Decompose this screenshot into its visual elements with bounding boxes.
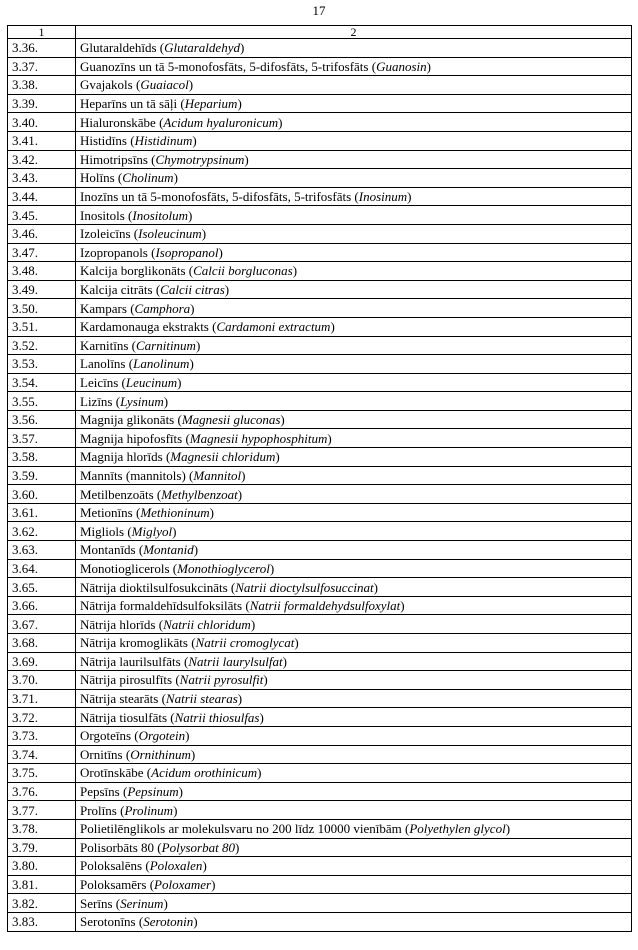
table-row	[8, 875, 632, 894]
table-row	[8, 745, 632, 764]
substance-name: Heparīns un tā sāļi	[80, 96, 178, 112]
table-row	[8, 912, 632, 931]
latin-name: Pepsinum	[127, 784, 179, 800]
table-row	[8, 57, 632, 76]
substance-cell: Metilbenzoāts (Methylbenzoat)	[76, 485, 632, 504]
substance-cell: Heparīns un tā sāļi (Heparium)	[76, 94, 632, 113]
substance-name: Lizīns	[80, 393, 113, 409]
substance-cell: Nātrija tiosulfāts (Natrii thiosulfas)	[76, 708, 632, 727]
latin-name: Cholinum	[122, 170, 174, 186]
substance-cell: Hialuronskābe (Acidum hyaluronicum)	[76, 113, 632, 132]
row-number: 3.40.	[8, 113, 76, 132]
row-number: 3.52.	[8, 336, 76, 355]
latin-name: Poloxalen	[149, 858, 203, 874]
table-row	[8, 280, 632, 299]
substance-cell: Ornitīns (Ornithinum)	[76, 745, 632, 764]
latin-name: Leucinum	[125, 374, 178, 390]
row-number: 3.61.	[8, 503, 76, 522]
latin-name: Isoleucinum	[138, 226, 202, 242]
row-number: 3.83.	[8, 912, 76, 931]
row-number: 3.65.	[8, 578, 76, 597]
latin-name: Polysorbat 80	[161, 839, 235, 855]
row-number: 3.45.	[8, 206, 76, 225]
row-number: 3.62.	[8, 522, 76, 541]
substance-cell: Kampars (Camphora)	[76, 299, 632, 318]
substance-name: Nātrija kromoglikāts	[80, 635, 188, 651]
latin-name: Monothioglycerol	[177, 560, 270, 576]
table-row	[8, 429, 632, 448]
substance-name: Ornitīns	[80, 746, 123, 762]
latin-name: Isopropanol	[155, 244, 219, 260]
table-row	[8, 76, 632, 95]
row-number: 3.53.	[8, 355, 76, 374]
table-row	[8, 206, 632, 225]
latin-name: Acidum orothinicum	[151, 765, 258, 781]
row-number: 3.81.	[8, 875, 76, 894]
table-row	[8, 410, 632, 429]
latin-name: Calcii citras	[160, 282, 225, 298]
row-number: 3.82.	[8, 894, 76, 913]
row-number: 3.42.	[8, 150, 76, 169]
latin-name: Miglyol	[131, 523, 173, 539]
substance-name: Metilbenzoāts	[80, 486, 154, 502]
table-row	[8, 299, 632, 318]
substance-name: Magnija hipofosfīts	[80, 430, 183, 446]
row-number: 3.55.	[8, 392, 76, 411]
table-row	[8, 578, 632, 597]
substance-name: Orotīnskābe	[80, 765, 144, 781]
substance-cell: Karnitīns (Carnitinum)	[76, 336, 632, 355]
row-number: 3.57.	[8, 429, 76, 448]
table-row	[8, 262, 632, 281]
latin-name: Heparium	[184, 96, 238, 112]
row-number: 3.49.	[8, 280, 76, 299]
row-number: 3.68.	[8, 634, 76, 653]
latin-name: Methioninum	[140, 505, 210, 521]
latin-name: Serotonin	[143, 914, 194, 930]
substance-cell: Polietilēnglikols ar molekulsvaru no 200 līdz 10000 vienībām (Polyethylen glycol)	[76, 819, 632, 838]
table-row	[8, 336, 632, 355]
row-number: 3.66.	[8, 596, 76, 615]
substance-cell: Holīns (Cholinum)	[76, 169, 632, 188]
substance-name: Nātrija pirosulfīts	[80, 672, 173, 688]
table-row	[8, 726, 632, 745]
row-number: 3.79.	[8, 838, 76, 857]
substance-name: Izoleicīns	[80, 226, 131, 242]
substance-name: Orgoteīns	[80, 728, 132, 744]
latin-name: Polyethylen glycol	[409, 821, 506, 837]
table-row	[8, 131, 632, 150]
row-number: 3.37.	[8, 57, 76, 76]
substance-name: Polisorbāts 80	[80, 839, 155, 855]
row-number: 3.54.	[8, 373, 76, 392]
latin-name: Natrii thiosulfas	[174, 709, 260, 725]
substance-cell: Leicīns (Leucinum)	[76, 373, 632, 392]
substance-cell: Nātrija formaldehīdsulfoksilāts (Natrii formaldehydsulfoxylat)	[76, 596, 632, 615]
substance-name: Inositols	[80, 207, 125, 223]
table-row	[8, 541, 632, 560]
latin-name: Prolinum	[124, 802, 174, 818]
latin-name: Magnesii hypophosphitum	[189, 430, 328, 446]
substance-cell: Kalcija borglikonāts (Calcii borgluconas)	[76, 262, 632, 281]
substance-name: Nātrija laurilsulfāts	[80, 653, 181, 669]
substance-cell: Nātrija stearāts (Natrii stearas)	[76, 689, 632, 708]
table-row	[8, 392, 632, 411]
table-row	[8, 94, 632, 113]
substance-cell: Magnija hipofosfīts (Magnesii hypophosphitum)	[76, 429, 632, 448]
substance-name: Nātrija tiosulfāts	[80, 709, 168, 725]
substance-name: Gvajakols	[80, 77, 133, 93]
substance-name: Hialuronskābe	[80, 114, 156, 130]
latin-name: Natrii pyrosulfit	[179, 672, 264, 688]
row-number: 3.38.	[8, 76, 76, 95]
latin-name: Inositolum	[132, 207, 189, 223]
row-number: 3.75.	[8, 764, 76, 783]
substance-name: Karnitīns	[80, 337, 129, 353]
table-row	[8, 782, 632, 801]
table-row	[8, 113, 632, 132]
row-number: 3.59.	[8, 466, 76, 485]
table-row	[8, 187, 632, 206]
substance-name: Glutaraldehīds	[80, 40, 157, 56]
row-number: 3.80.	[8, 857, 76, 876]
table-row	[8, 485, 632, 504]
row-number: 3.64.	[8, 559, 76, 578]
column-header-name: 2	[76, 26, 632, 39]
latin-name: Methylbenzoat	[161, 486, 238, 502]
latin-name: Natrii laurylsulfat	[188, 653, 283, 669]
substance-cell: Nātrija pirosulfīts (Natrii pyrosulfit)	[76, 671, 632, 690]
substance-name: Himotripsīns	[80, 151, 148, 167]
substance-name: Nātrija dioktilsulfosukcināts	[80, 579, 228, 595]
table-row	[8, 448, 632, 467]
table-row	[8, 522, 632, 541]
substance-cell: Magnija hlorīds (Magnesii chloridum)	[76, 448, 632, 467]
substance-cell: Mannīts (mannitols) (Mannitol)	[76, 466, 632, 485]
latin-name: Natrii dioctylsulfosuccinat	[235, 579, 374, 595]
latin-name: Acidum hyaluronicum	[163, 114, 279, 130]
substance-cell: Migliols (Miglyol)	[76, 522, 632, 541]
latin-name: Histidinum	[134, 133, 193, 149]
substance-cell: Poloksalēns (Poloxalen)	[76, 857, 632, 876]
substance-cell: Pepsīns (Pepsinum)	[76, 782, 632, 801]
substance-cell: Inozīns un tā 5-monofosfāts, 5-difosfāts, 5-trifosfāts (Inosinum)	[76, 187, 632, 206]
substance-name: Kalcija borglikonāts	[80, 263, 186, 279]
substance-cell: Kardamonauga ekstrakts (Cardamoni extractum)	[76, 317, 632, 336]
table-row	[8, 615, 632, 634]
table-row	[8, 39, 632, 58]
row-number: 3.73.	[8, 726, 76, 745]
substance-cell: Metionīns (Methioninum)	[76, 503, 632, 522]
substance-name: Kalcija citrāts	[80, 282, 153, 298]
row-number: 3.47.	[8, 243, 76, 262]
table-row	[8, 503, 632, 522]
row-number: 3.46.	[8, 224, 76, 243]
page-number: 17	[312, 3, 326, 18]
substance-name: Kampars	[80, 300, 127, 316]
substance-name: Histidīns	[80, 133, 127, 149]
row-number: 3.56.	[8, 410, 76, 429]
substance-cell: Montanīds (Montanid)	[76, 541, 632, 560]
substance-name: Migliols	[80, 523, 125, 539]
substance-name: Guanozīns un tā 5-monofosfāts, 5-difosfāts, 5-trifosfāts	[80, 58, 369, 74]
latin-name: Camphora	[134, 300, 191, 316]
latin-name: Orgotein	[138, 728, 186, 744]
row-number: 3.74.	[8, 745, 76, 764]
substance-name: Polietilēnglikols ar molekulsvaru no 200 līdz 10000 vienībām	[80, 821, 402, 837]
latin-name: Lysinum	[120, 393, 164, 409]
latin-name: Lanolinum	[133, 356, 190, 372]
substance-cell: Nātrija kromoglikāts (Natrii cromoglycat)	[76, 634, 632, 653]
table-row	[8, 317, 632, 336]
substance-cell: Nātrija dioktilsulfosukcināts (Natrii dioctylsulfosuccinat)	[76, 578, 632, 597]
row-number: 3.60.	[8, 485, 76, 504]
table-row	[8, 169, 632, 188]
table-row	[8, 559, 632, 578]
substance-cell: Orgoteīns (Orgotein)	[76, 726, 632, 745]
substance-name: Kardamonauga ekstrakts	[80, 319, 209, 335]
latin-name: Serinum	[120, 895, 164, 911]
substance-name: Nātrija formaldehīdsulfoksilāts	[80, 598, 243, 614]
substance-name: Magnija glikonāts	[80, 412, 175, 428]
table-row	[8, 894, 632, 913]
table-row	[8, 764, 632, 783]
substance-cell: Guanozīns un tā 5-monofosfāts, 5-difosfāts, 5-trifosfāts (Guanosin)	[76, 57, 632, 76]
substance-cell: Polisorbāts 80 (Polysorbat 80)	[76, 838, 632, 857]
substance-name: Nātrija stearāts	[80, 691, 159, 707]
latin-name: Glutaraldehyd	[164, 40, 240, 56]
table-row	[8, 689, 632, 708]
substance-cell: Nātrija laurilsulfāts (Natrii laurylsulfat)	[76, 652, 632, 671]
latin-name: Natrii chloridum	[163, 616, 251, 632]
column-header-number: 1	[8, 26, 76, 39]
row-number: 3.67.	[8, 615, 76, 634]
substance-cell: Monotioglicerols (Monothioglycerol)	[76, 559, 632, 578]
substance-name: Izopropanols	[80, 244, 148, 260]
substance-name: Poloksamērs	[80, 877, 147, 893]
row-number: 3.72.	[8, 708, 76, 727]
latin-name: Calcii borgluconas	[193, 263, 293, 279]
latin-name: Chymotrypsinum	[155, 151, 245, 167]
substance-name: Prolīns	[80, 802, 117, 818]
substance-name: Serotonīns	[80, 914, 136, 930]
latin-name: Cardamoni extractum	[216, 319, 331, 335]
substance-cell: Lizīns (Lysinum)	[76, 392, 632, 411]
substance-cell: Himotripsīns (Chymotrypsinum)	[76, 150, 632, 169]
row-number: 3.76.	[8, 782, 76, 801]
latin-name: Natrii stearas	[165, 691, 238, 707]
substance-name: Leicīns	[80, 374, 119, 390]
row-number: 3.44.	[8, 187, 76, 206]
substance-name: Nātrija hlorīds	[80, 616, 156, 632]
substance-cell: Serotonīns (Serotonin)	[76, 912, 632, 931]
table-row	[8, 838, 632, 857]
row-number: 3.51.	[8, 317, 76, 336]
table-row	[8, 150, 632, 169]
table-row	[8, 243, 632, 262]
row-number: 3.63.	[8, 541, 76, 560]
substance-name: Mannīts (mannitols)	[80, 467, 186, 483]
table-row	[8, 596, 632, 615]
substance-name: Serīns	[80, 895, 113, 911]
row-number: 3.71.	[8, 689, 76, 708]
latin-name: Carnitinum	[135, 337, 196, 353]
substance-name: Lanolīns	[80, 356, 126, 372]
substance-cell: Inositols (Inositolum)	[76, 206, 632, 225]
table-row	[8, 652, 632, 671]
substance-cell: Glutaraldehīds (Glutaraldehyd)	[76, 39, 632, 58]
substance-cell: Gvajakols (Guaiacol)	[76, 76, 632, 95]
substance-cell: Poloksamērs (Poloxamer)	[76, 875, 632, 894]
substance-name: Magnija hlorīds	[80, 449, 163, 465]
substance-name: Holīns	[80, 170, 115, 186]
latin-name: Ornithinum	[130, 746, 191, 762]
table-row	[8, 373, 632, 392]
row-number: 3.39.	[8, 94, 76, 113]
substance-cell: Magnija glikonāts (Magnesii gluconas)	[76, 410, 632, 429]
table-row	[8, 634, 632, 653]
table-row	[8, 355, 632, 374]
substance-name: Metionīns	[80, 505, 133, 521]
substance-cell: Prolīns (Prolinum)	[76, 801, 632, 820]
table-row	[8, 801, 632, 820]
latin-name: Inosinum	[358, 189, 408, 205]
substance-name: Montanīds	[80, 542, 136, 558]
substance-name: Poloksalēns	[80, 858, 143, 874]
row-number: 3.77.	[8, 801, 76, 820]
row-number: 3.41.	[8, 131, 76, 150]
row-number: 3.78.	[8, 819, 76, 838]
substance-cell: Orotīnskābe (Acidum orothinicum)	[76, 764, 632, 783]
substance-cell: Lanolīns (Lanolinum)	[76, 355, 632, 374]
row-number: 3.58.	[8, 448, 76, 467]
row-number: 3.70.	[8, 671, 76, 690]
substance-cell: Izopropanols (Isopropanol)	[76, 243, 632, 262]
substance-cell: Nātrija hlorīds (Natrii chloridum)	[76, 615, 632, 634]
row-number: 3.69.	[8, 652, 76, 671]
substance-name: Monotioglicerols	[80, 560, 170, 576]
substance-cell: Histidīns (Histidinum)	[76, 131, 632, 150]
latin-name: Guaiacol	[140, 77, 189, 93]
table-row	[8, 224, 632, 243]
table-row	[8, 857, 632, 876]
substance-name: Inozīns un tā 5-monofosfāts, 5-difosfāts, 5-trifosfāts	[80, 189, 352, 205]
table-header-row	[8, 26, 632, 39]
row-number: 3.48.	[8, 262, 76, 281]
substance-cell: Serīns (Serinum)	[76, 894, 632, 913]
table-row	[8, 466, 632, 485]
latin-name: Magnesii gluconas	[181, 412, 281, 428]
table-row	[8, 708, 632, 727]
latin-name: Natrii formaldehydsulfoxylat	[249, 598, 401, 614]
latin-name: Natrii cromoglycat	[195, 635, 295, 651]
latin-name: Poloxamer	[154, 877, 212, 893]
substance-table	[7, 25, 632, 932]
latin-name: Magnesii chloridum	[170, 449, 276, 465]
row-number: 3.36.	[8, 39, 76, 58]
latin-name: Guanosin	[376, 58, 427, 74]
table-row	[8, 671, 632, 690]
latin-name: Mannitol	[193, 467, 242, 483]
row-number: 3.43.	[8, 169, 76, 188]
substance-cell: Izoleicīns (Isoleucinum)	[76, 224, 632, 243]
substance-cell: Kalcija citrāts (Calcii citras)	[76, 280, 632, 299]
substance-name: Pepsīns	[80, 784, 120, 800]
row-number: 3.50.	[8, 299, 76, 318]
table-row	[8, 819, 632, 838]
latin-name: Montanid	[143, 542, 194, 558]
